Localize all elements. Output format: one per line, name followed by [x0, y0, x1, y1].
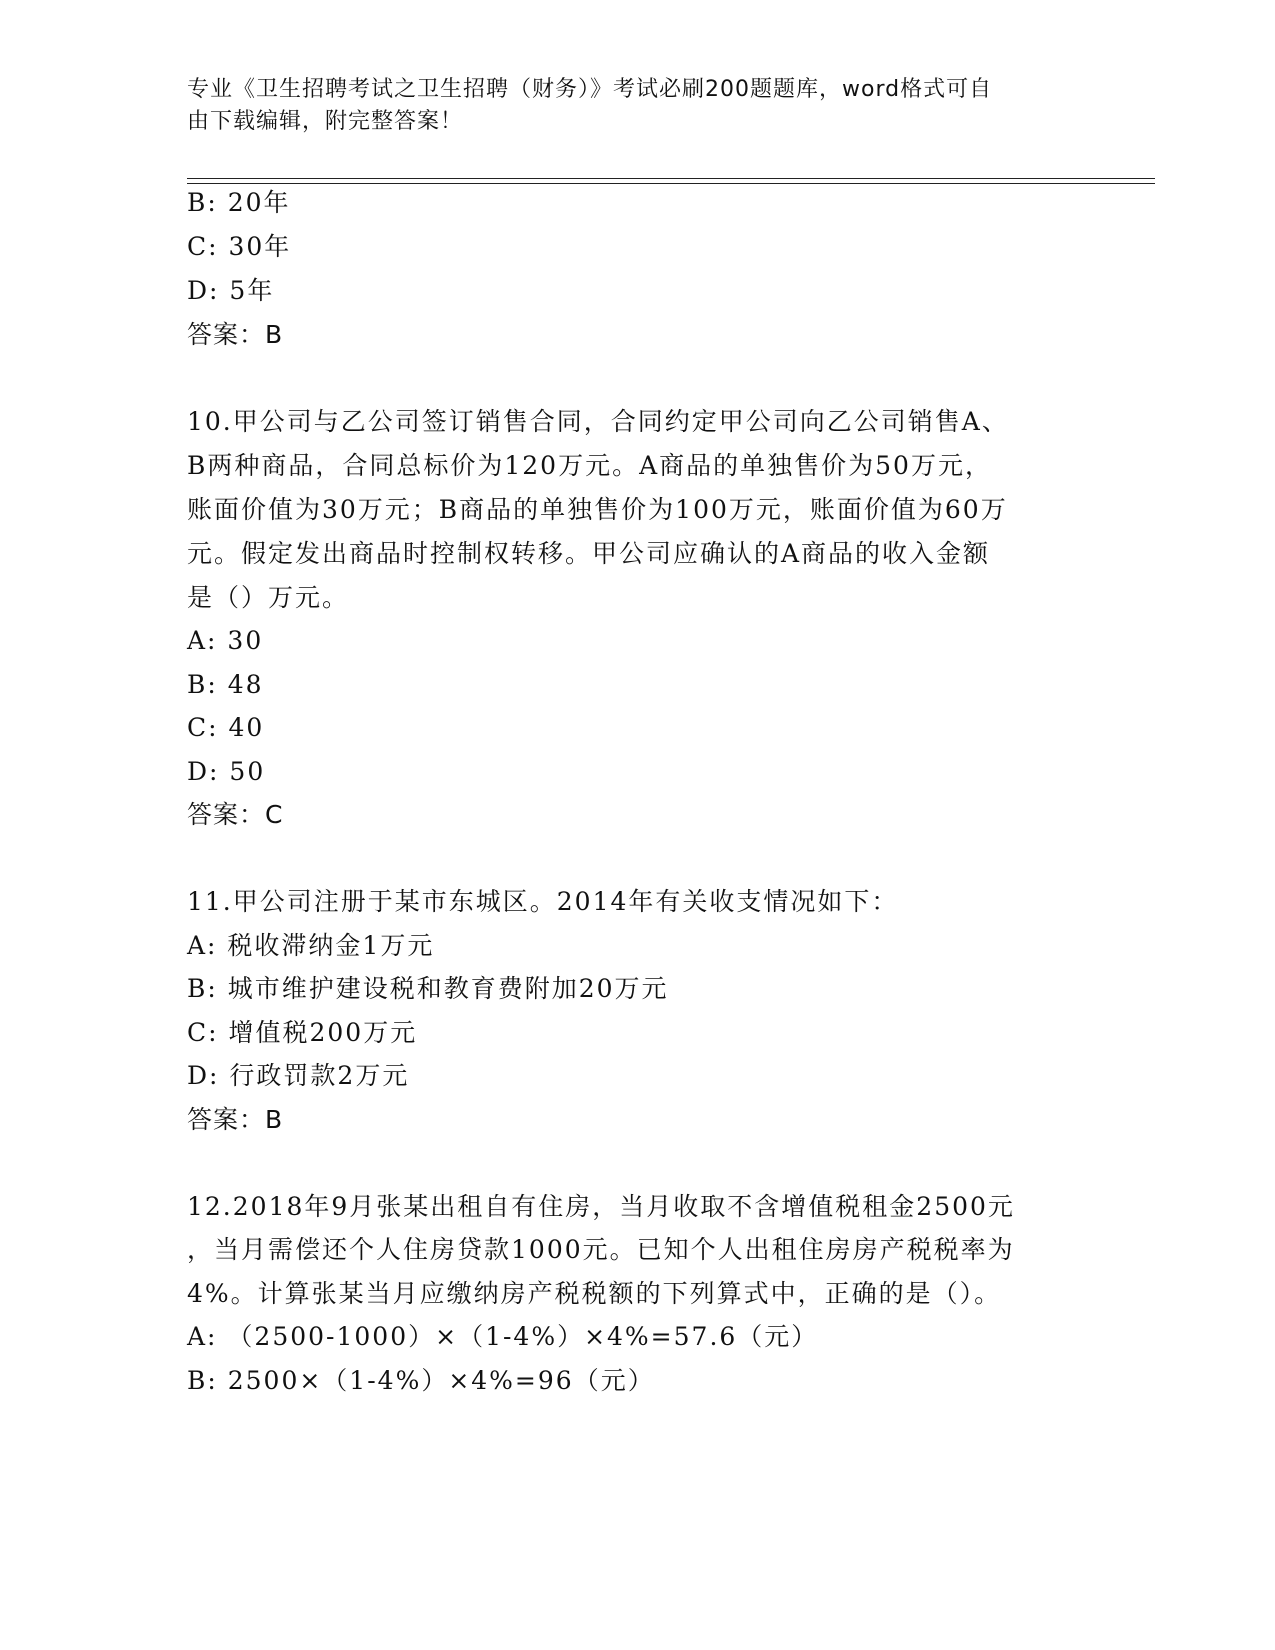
- q10-option-a: A: 30: [187, 626, 264, 655]
- q10-text-line-3: 账面价值为30万元；B商品的单独售价为100万元，账面价值为60万: [187, 495, 1008, 524]
- q9-option-d: D: 5年: [187, 276, 275, 305]
- q10-option-b: B: 48: [187, 670, 264, 699]
- q12-text-line-2: ，当月需偿还个人住房贷款1000元。已知个人出租住房房产税税率为: [187, 1235, 1015, 1264]
- q12-option-a: A: （2500-1000）×（1-4%）×4%=57.6（元）: [187, 1322, 819, 1351]
- header-line-2: 由下载编辑，附完整答案！: [187, 109, 464, 134]
- q10-text-line-4: 元。假定发出商品时控制权转移。甲公司应确认的A商品的收入金额: [187, 539, 991, 568]
- q11-answer: 答案：B: [187, 1105, 284, 1134]
- q10-answer: 答案：C: [187, 800, 284, 829]
- q10-text-line-1: 10.甲公司与乙公司签订销售合同，合同约定甲公司向乙公司销售A、: [187, 407, 1009, 436]
- q9-answer: 答案：B: [187, 320, 284, 349]
- q9-option-b: B: 20年: [187, 188, 291, 217]
- q11-option-a: A: 税收滞纳金1万元: [187, 931, 435, 960]
- q10-option-d: D: 50: [187, 757, 266, 786]
- q11-text: 11.甲公司注册于某市东城区。2014年有关收支情况如下：: [187, 887, 899, 916]
- document-header: [187, 74, 1067, 138]
- q10-text-line-2: B两种商品，合同总标价为120万元。A商品的单独售价为50万元，: [187, 451, 992, 480]
- header-divider-top: [187, 178, 1155, 179]
- q12-text-line-1: 12.2018年9月张某出租自有住房，当月收取不含增值税租金2500元: [187, 1192, 1015, 1221]
- header-divider-bottom: [187, 183, 1155, 184]
- q9-option-c: C: 30年: [187, 232, 292, 261]
- q12-text-line-3: 4%。计算张某当月应缴纳房产税税额的下列算式中，正确的是（）。: [187, 1279, 1002, 1308]
- q10-text-line-5: 是（）万元。: [187, 583, 350, 612]
- q12-option-b: B: 2500×（1-4%）×4%=96（元）: [187, 1366, 655, 1395]
- q11-option-c: C: 增值税200万元: [187, 1018, 418, 1047]
- q10-option-c: C: 40: [187, 713, 265, 742]
- header-line-1: 专业《卫生招聘考试之卫生招聘（财务）》考试必刷200题题库，word格式可自: [187, 77, 993, 102]
- q11-option-d: D: 行政罚款2万元: [187, 1061, 410, 1090]
- q11-option-b: B: 城市维护建设税和教育费附加20万元: [187, 974, 669, 1003]
